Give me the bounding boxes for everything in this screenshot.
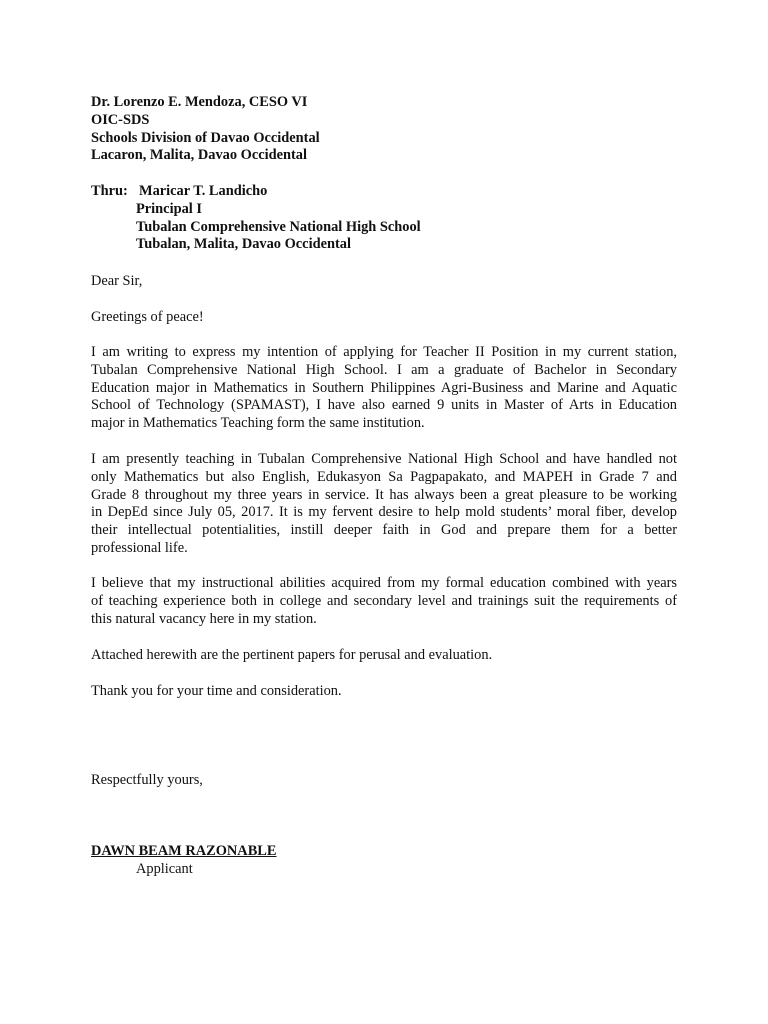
thru-row [91,183,677,201]
paragraph-line: Thank you for your time and consideration. [91,683,342,699]
recipient-block [91,94,677,165]
signatory-name: DAWN BEAM RAZONABLE [91,843,277,859]
recipient-position: OIC-SDS [91,111,150,128]
paragraph-line: I am presently teaching in Tubalan Comprehensive National High School and have handled not [91,451,677,467]
signatory-title: Applicant [136,860,193,877]
thru-school: Tubalan Comprehensive National High School [136,218,421,235]
thru-label: Thru: [91,183,128,199]
salutation-text: Dear Sir, [91,273,143,289]
paragraph-experience [91,451,677,558]
thru-name: Maricar T. Landicho [139,183,268,199]
paragraph-line: of teaching experience both in college and secondary level and trainings suit the requirements of [91,592,677,609]
greeting-text: Greetings of peace! [91,309,204,325]
paragraph-line: Attached herewith are the pertinent papers for perusal and evaluation. [91,647,493,663]
paragraph-line: in DepEd since July 05, 2017. It is my fervent desire to help mold students’ moral fiber, develop [91,504,677,521]
recipient-name: Dr. Lorenzo E. Mendoza, CESO VI [91,94,308,110]
signature-block [91,843,677,879]
paragraph-line: their intellectual potentialities, instill deeper faith in God and prepare them for a better [91,522,677,539]
paragraph-line: Education major in Mathematics in Southern Philippines Agri-Business and Marine and Aquatic [91,379,677,396]
thru-block [91,183,677,254]
paragraph-abilities [91,575,677,628]
paragraph-line: professional life. [91,539,188,556]
paragraph-intention [91,344,677,433]
paragraph-line: I am writing to express my intention of applying for Teacher II Position in my current station, [91,344,677,360]
paragraph-line: major in Mathematics Teaching form the same institution. [91,415,425,432]
closing [91,772,677,790]
thru-address: Tubalan, Malita, Davao Occidental [136,236,351,253]
recipient-office: Schools Division of Davao Occidental [91,129,320,146]
recipient-address: Lacaron, Malita, Davao Occidental [91,147,307,164]
thru-position: Principal I [136,200,202,217]
closing-text: Respectfully yours, [91,772,203,788]
paragraph-thanks [91,683,677,701]
paragraph-line: Tubalan Comprehensive National High School. I am a graduate of Bachelor in Secondary [91,361,677,378]
greeting [91,309,677,327]
salutation [91,273,677,291]
paragraph-attachments [91,647,677,665]
paragraph-line: Grade 8 throughout my three years in service. It has always been a great pleasure to be working [91,486,677,503]
paragraph-line: I believe that my instructional abilities acquired from my formal education combined with years [91,575,677,591]
paragraph-line: School of Technology (SPAMAST), I have also earned 9 units in Master of Arts in Education [91,397,677,414]
paragraph-line: only Mathematics but also English, Edukasyon Sa Pagpapakato, and MAPEH in Grade 7 and [91,468,677,485]
paragraph-line: this natural vacancy here in my station. [91,610,317,627]
